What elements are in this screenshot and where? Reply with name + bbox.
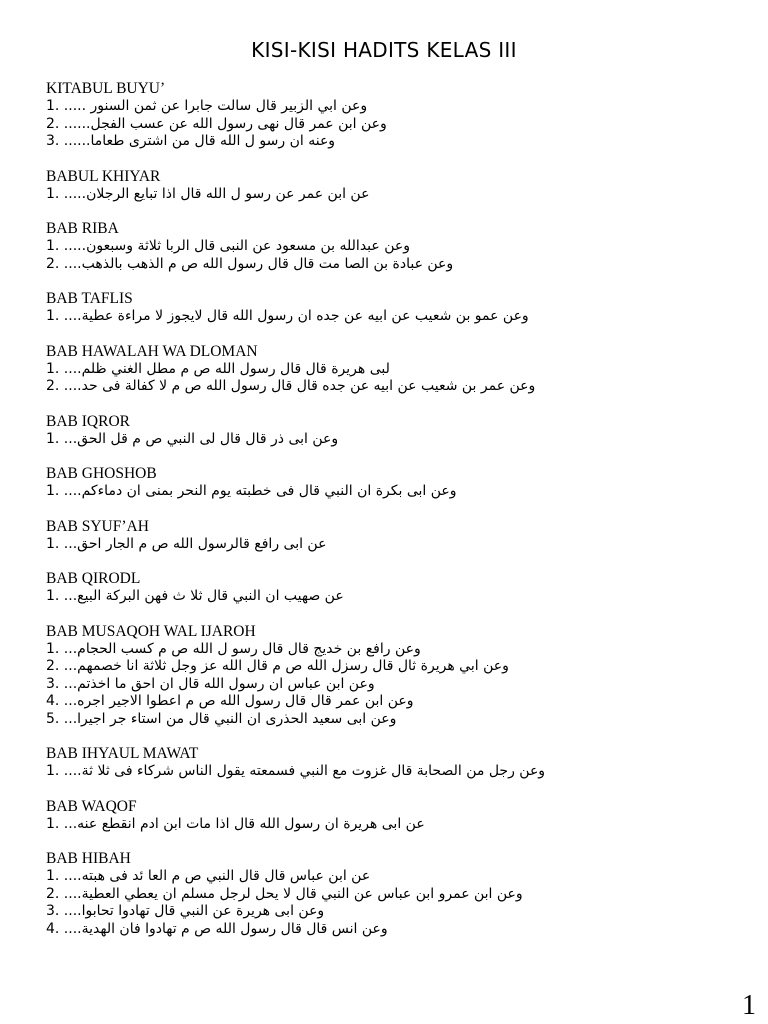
hadith-section: [46, 343, 736, 396]
hadith-item: 1. ....عن ابن عباس قال قال النبي ص م العا ئد فى هبته: [46, 868, 371, 884]
section-heading: BABUL KHIYAR: [46, 167, 161, 185]
hadith-item: 1. ....لبى هريرة قال قال رسول الله ص م مطل الغني ظلم: [46, 360, 390, 377]
hadith-item: 3. ...وعن ابن عباس ان رسول الله قال ان احق ما اخذتم: [46, 675, 375, 692]
document-body: [46, 80, 736, 955]
hadith-item: 4. ...وعن ابن عمر قال قال رسول الله ص م اعطوا الاجير اجره: [46, 693, 414, 709]
page-number: 1: [742, 990, 756, 1021]
page-title: KISI-KISI HADITS KELAS III: [251, 38, 517, 62]
section-heading: BAB TAFLIS: [46, 290, 133, 307]
section-heading: BAB SYUF’AH: [46, 517, 149, 535]
hadith-item: 4. ....وعن انس قال قال رسول الله ص م تهادوا فان الهدية: [46, 920, 388, 937]
hadith-section: [46, 220, 736, 273]
hadith-item: 3. ......وعنه ان رسو ل الله قال من اشترى طعاما: [46, 133, 336, 149]
hadith-item: 2. ...وعن ابي هريرة ثال قال رسزل الله ص م قال الله عز وجل ثلاثة انا خصمهم: [46, 658, 509, 674]
hadith-item: 1. ...عن ابى هريرة ان رسول الله قال اذا مات ابن ادم انقطع عنه: [46, 815, 425, 832]
hadith-item: 1. ...وعن ابى ذر قال قال لى النبي ص م قل الحق: [46, 430, 339, 447]
section-heading: BAB HIBAH: [46, 850, 131, 867]
hadith-item: 1. ....وعن ابى بكرة ان النبي قال فى خطبته يوم النحر بمنى ان دماءكم: [46, 483, 457, 499]
hadith-section: [46, 168, 736, 204]
hadith-section: [46, 850, 736, 938]
hadith-item: 1. .....عن ابن عمر عن رسو ل الله قال اذا تبايع الرجلان: [46, 185, 370, 202]
section-heading: BAB GHOSHOB: [46, 465, 157, 482]
section-heading: BAB IQROR: [46, 412, 130, 430]
hadith-section: [46, 518, 736, 554]
hadith-section: [46, 623, 736, 729]
section-heading: BAB MUSAQOH WAL IJAROH: [46, 622, 256, 640]
section-heading: BAB QIRODL: [46, 570, 141, 587]
hadith-item: 1. ...وعن رافع بن خديج قال قال رسو ل الله ص م كسب الحجام: [46, 640, 421, 657]
section-heading: BAB RIBA: [46, 220, 119, 237]
hadith-item: 5. ...وعن ابى سعيد الحذرى ان النبي قال من استاء جر اجيرا: [46, 710, 397, 727]
hadith-item: 2. ....وعن عبادة بن الصا مت قال قال رسول الله ص م الذهب بالذهب: [46, 255, 454, 272]
hadith-section: [46, 80, 736, 151]
hadith-item: 1. ...عن صهيب ان النبي قال ثلا ث فهن البركة البيع: [46, 588, 344, 604]
hadith-item: 3. ....وعن ابى هريرة عن النبي قال تهادوا تحابوا: [46, 903, 325, 919]
section-heading: BAB WAQOF: [46, 797, 137, 815]
section-heading: BAB IHYAUL MAWAT: [46, 745, 199, 762]
hadith-section: [46, 570, 736, 606]
hadith-section: [46, 745, 736, 781]
hadith-item: 1. ....وعن عمو بن شعيب عن ابيه عن جده ان رسول الله قال لايجوز لا مراءة عطية: [46, 308, 529, 324]
hadith-section: [46, 798, 736, 834]
hadith-item: 1. ..... وعن ابي الزبير قال سالت جابرا عن ثمن السنور: [46, 98, 368, 114]
hadith-section: [46, 465, 736, 501]
hadith-item: 2. ....وعن عمر بن شعيب عن ابيه عن جده قال قال رسول الله ص م لا كفالة فى حد: [46, 378, 536, 394]
hadith-item: 1. .....وعن عبدالله بن مسعود عن النبى قال الربا ثلاثة وسبعون: [46, 238, 410, 254]
section-heading: KITABUL BUYU’: [46, 80, 166, 97]
hadith-section: [46, 290, 736, 326]
hadith-item: 1. ...عن ابى رافع قالرسول الله ص م الجار احق: [46, 535, 327, 552]
hadith-section: [46, 413, 736, 449]
hadith-item: 2. ......وعن ابن عمر قال نهى رسول الله عن عسب الفجل: [46, 115, 387, 132]
section-heading: BAB HAWALAH WA DLOMAN: [46, 342, 258, 360]
hadith-item: 2. ....وعن ابن عمرو ابن عباس عن النبي قال لا يحل لرجل مسلم ان يعطي العطية: [46, 885, 523, 902]
hadith-item: 1. ....وعن رجل من الصحابة قال غزوت مع النبي فسمعته يقول الناس شركاء فى ثلا ثة: [46, 763, 546, 779]
